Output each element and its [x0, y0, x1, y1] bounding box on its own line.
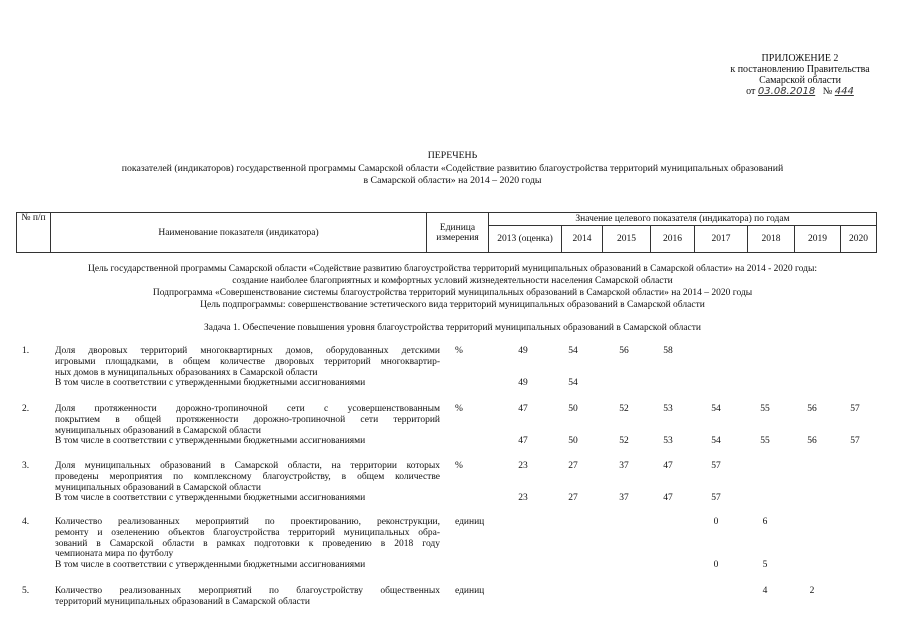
budget-value: 27 — [568, 493, 578, 504]
row-unit: % — [455, 461, 463, 471]
indicator-name-line: чемпионата мира по футболу — [55, 549, 174, 560]
header-year: 2016 — [651, 226, 695, 253]
indicator-name-line: Доля дворовых территорий многоквартирных домов, оборудованных детскими — [55, 346, 440, 356]
indicator-name-line: Доля протяженности дорожно-тропиночной сети с усовершенствованным — [55, 404, 440, 414]
indicator-name — [55, 461, 440, 504]
subprogram-goal: Цель подпрограммы: совершенствование эстетического вида территорий муниципальных образований в Самарской области — [200, 300, 705, 310]
row-number: 1. — [22, 346, 30, 356]
indicator-name-line: Количество реализованных мероприятий по проектированию, реконструкции, — [55, 517, 440, 527]
budget-value: 37 — [619, 493, 629, 504]
budget-subline: В том числе в соответствии с утвержденными бюджетными ассигнованиями — [55, 493, 366, 504]
budget-value: 50 — [568, 436, 578, 447]
indicator-value: 49 — [518, 346, 528, 356]
task-1: Задача 1. Обеспечение повышения уровня благоустройства территорий муниципальных образований в Самарской области — [203, 323, 702, 333]
annex-date: 03.08.2018 — [757, 86, 816, 97]
header-year: 2013 (оценка) — [489, 226, 562, 253]
indicator-value: 37 — [619, 461, 629, 471]
budget-subline: В том числе в соответствии с утвержденными бюджетными ассигнованиями — [55, 378, 366, 389]
indicator-name-line: муниципальных образований в Самарской области — [55, 425, 261, 436]
indicator-value: 56 — [619, 346, 629, 356]
header-year: 2017 — [695, 226, 748, 253]
indicator-name-line: Количество реализованных мероприятий по благоустройству общественных — [55, 586, 440, 596]
row-unit: единиц — [455, 586, 485, 596]
indicator-name-line: ремонту и озеленению объектов благоустройства территорий муниципальных обра- — [55, 527, 440, 538]
indicator-name-line: покрытием в общей протяженности дорожно-тропиночной сети территорий — [55, 414, 440, 425]
indicator-name — [55, 586, 440, 608]
budget-subline: В том числе в соответствии с утвержденными бюджетными ассигнованиями — [55, 436, 366, 447]
indicator-name-line: Доля муниципальных образований в Самарской области, на территории которых — [55, 461, 440, 471]
document-title: ПЕРЕЧЕНЬ — [427, 150, 478, 161]
row-unit: единиц — [455, 517, 485, 527]
budget-value: 0 — [713, 560, 719, 571]
row-unit: % — [455, 346, 463, 356]
indicator-value: 2 — [809, 586, 815, 596]
indicator-value: 57 — [850, 404, 860, 414]
indicator-name-line: территорий муниципальных образований в Самарской области — [55, 596, 311, 607]
date-prefix: от — [746, 86, 756, 97]
row-number: 2. — [22, 404, 30, 414]
annex-title: ПРИЛОЖЕНИЕ 2 — [761, 53, 839, 64]
indicator-name-line: ных домов в муниципальных образованиях в Самарской области — [55, 367, 318, 378]
header-year: 2019 — [795, 226, 841, 253]
budget-value: 57 — [850, 436, 860, 447]
indicator-value: 57 — [711, 461, 721, 471]
indicator-value: 23 — [518, 461, 528, 471]
budget-value: 52 — [619, 436, 629, 447]
budget-value: 57 — [711, 493, 721, 504]
program-goal: Цель государственной программы Самарской области «Содействие развитию благоустройства территорий муниципальных образований в Самарской области» на 2014 - 2020 годы: — [87, 264, 818, 274]
table-header — [16, 212, 877, 253]
header-unit: Единица измерения — [427, 213, 489, 253]
indicator-value: 0 — [713, 517, 719, 527]
indicator-name-line: муниципальных образований в Самарской области — [55, 482, 261, 493]
indicator-value: 55 — [760, 404, 770, 414]
indicator-name — [55, 404, 440, 447]
annex-line2: Самарской области — [759, 75, 841, 86]
annex-date-line — [700, 86, 900, 97]
indicator-value: 56 — [807, 404, 817, 414]
budget-value: 23 — [518, 493, 528, 504]
budget-value: 5 — [762, 560, 768, 571]
row-number: 5. — [22, 586, 30, 596]
header-num: № п/п — [17, 213, 51, 253]
budget-value: 49 — [518, 378, 528, 389]
indicator-name — [55, 517, 440, 571]
row-number: 3. — [22, 461, 30, 471]
indicator-name-line: игровыми площадками, в общем количестве дворовых территорий многоквартир- — [55, 356, 440, 367]
budget-value: 55 — [760, 436, 770, 447]
document-subtitle-2: в Самарской области» на 2014 – 2020 годы — [363, 175, 542, 186]
header-name: Наименование показателя (индикатора) — [51, 213, 427, 253]
annex-number: 444 — [834, 86, 854, 97]
subprogram: Подпрограмма «Совершенствование системы благоустройства территорий муниципальных образований в Самарской области» на 2014 – 2020 годы — [152, 288, 753, 298]
indicator-value: 27 — [568, 461, 578, 471]
indicator-value: 53 — [663, 404, 673, 414]
indicator-value: 4 — [762, 586, 768, 596]
header-year: 2014 — [562, 226, 603, 253]
indicator-name-line: проведены мероприятия по комплексному благоустройству, в общем количестве — [55, 471, 440, 482]
indicator-value: 50 — [568, 404, 578, 414]
indicator-value: 6 — [762, 517, 768, 527]
budget-value: 54 — [568, 378, 578, 389]
budget-value: 47 — [518, 436, 528, 447]
indicator-value: 47 — [663, 461, 673, 471]
budget-subline: В том числе в соответствии с утвержденными бюджетными ассигнованиями — [55, 560, 366, 571]
annex-line1: к постановлению Правительства — [730, 64, 870, 75]
header-year: 2015 — [603, 226, 651, 253]
indicator-name — [55, 346, 440, 389]
number-prefix: № — [822, 86, 833, 97]
budget-value: 56 — [807, 436, 817, 447]
indicator-name-line: зований в Самарской области в рамках подготовки к проведению в 2018 году — [55, 538, 440, 549]
row-unit: % — [455, 404, 463, 414]
indicator-value: 54 — [568, 346, 578, 356]
indicator-value: 58 — [663, 346, 673, 356]
budget-value: 53 — [663, 436, 673, 447]
header-year: 2018 — [748, 226, 795, 253]
indicator-value: 54 — [711, 404, 721, 414]
annex-block — [700, 53, 900, 97]
header-year: 2020 — [841, 226, 877, 253]
document-subtitle-1: показателей (индикаторов) государственной программы Самарской области «Содействие развитию благоустройства территорий муниципальных образований — [121, 163, 784, 174]
indicator-value: 47 — [518, 404, 528, 414]
budget-value: 47 — [663, 493, 673, 504]
program-goal-text: создание наиболее благоприятных и комфортных условий жизнедеятельности населения Самарской области — [232, 276, 673, 286]
row-number: 4. — [22, 517, 30, 527]
header-values-group: Значение целевого показателя (индикатора) по годам — [489, 213, 877, 226]
indicator-value: 52 — [619, 404, 629, 414]
budget-value: 54 — [711, 436, 721, 447]
